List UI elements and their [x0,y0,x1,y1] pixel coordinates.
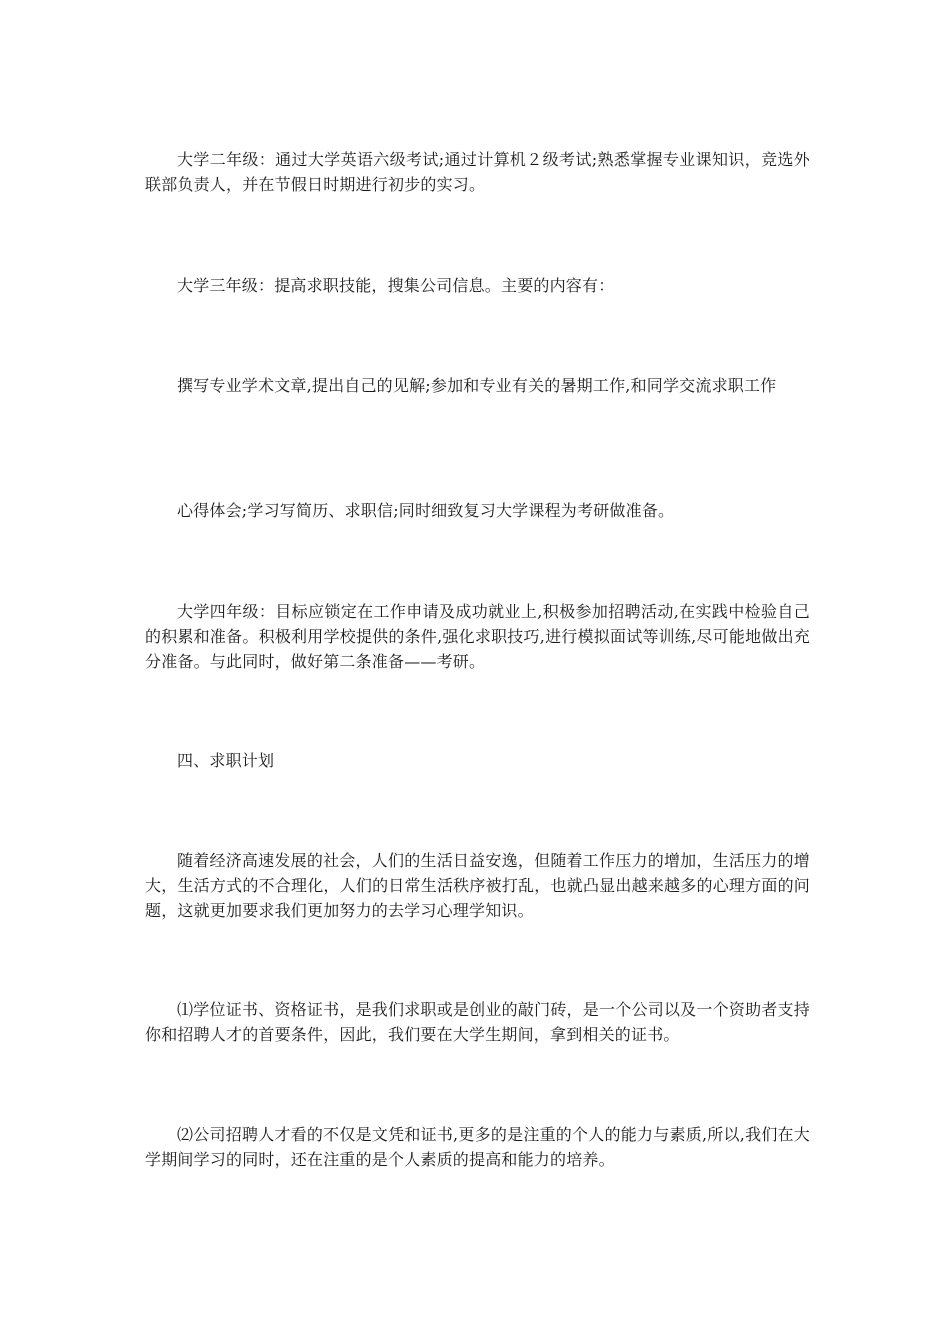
paragraph-item-1-certificates: ⑴学位证书、资格证书，是我们求职或是创业的敲门砖，是一个公司以及一个资助者支持你和招聘人才的首要条件，因此，我们要在大学生期间，拿到相关的证书。 [145,1000,810,1044]
paragraph-second-year: 大学二年级：通过大学英语六级考试;通过计算机２级考试;熟悉掌握专业课知识，竞选外联部负责人，并在节假日时期进行初步的实习。 [145,150,810,194]
paragraph-third-year-continued: 心得体会;学习写简历、求职信;同时细致复习大学课程为考研做准备。 [177,501,675,520]
paragraph-job-plan-intro: 随着经济高速发展的社会，人们的生活日益安逸，但随着工作压力的增加，生活压力的增大，生活方式的不合理化，人们的日常生活秩序被打乱，也就凸显出越来越多的心理方面的问题，这就更加要求我们更加努力的去学习心理学知识。 [145,851,810,920]
paragraph-fourth-year: 大学四年级：目标应锁定在工作申请及成功就业上,积极参加招聘活动,在实践中检验自己的积累和准备。积极利用学校提供的条件,强化求职技巧,进行模拟面试等训练,尽可能地做出充分准备。与此同时，做好第二条准备——考研。 [145,602,810,671]
section-heading-job-plan: 四、求职计划 [177,751,275,770]
paragraph-third-year-items: 撰写专业学术文章,提出自己的见解;参加和专业有关的暑期工作,和同学交流求职工作 [177,376,777,395]
paragraph-item-2-abilities: ⑵公司招聘人才看的不仅是文凭和证书,更多的是注重的个人的能力与素质,所以,我们在大学期间学习的同时，还在注重的是个人素质的提高和能力的培养。 [145,1125,810,1169]
paragraph-third-year: 大学三年级：提高求职技能，搜集公司信息。主要的内容有： [177,276,615,295]
